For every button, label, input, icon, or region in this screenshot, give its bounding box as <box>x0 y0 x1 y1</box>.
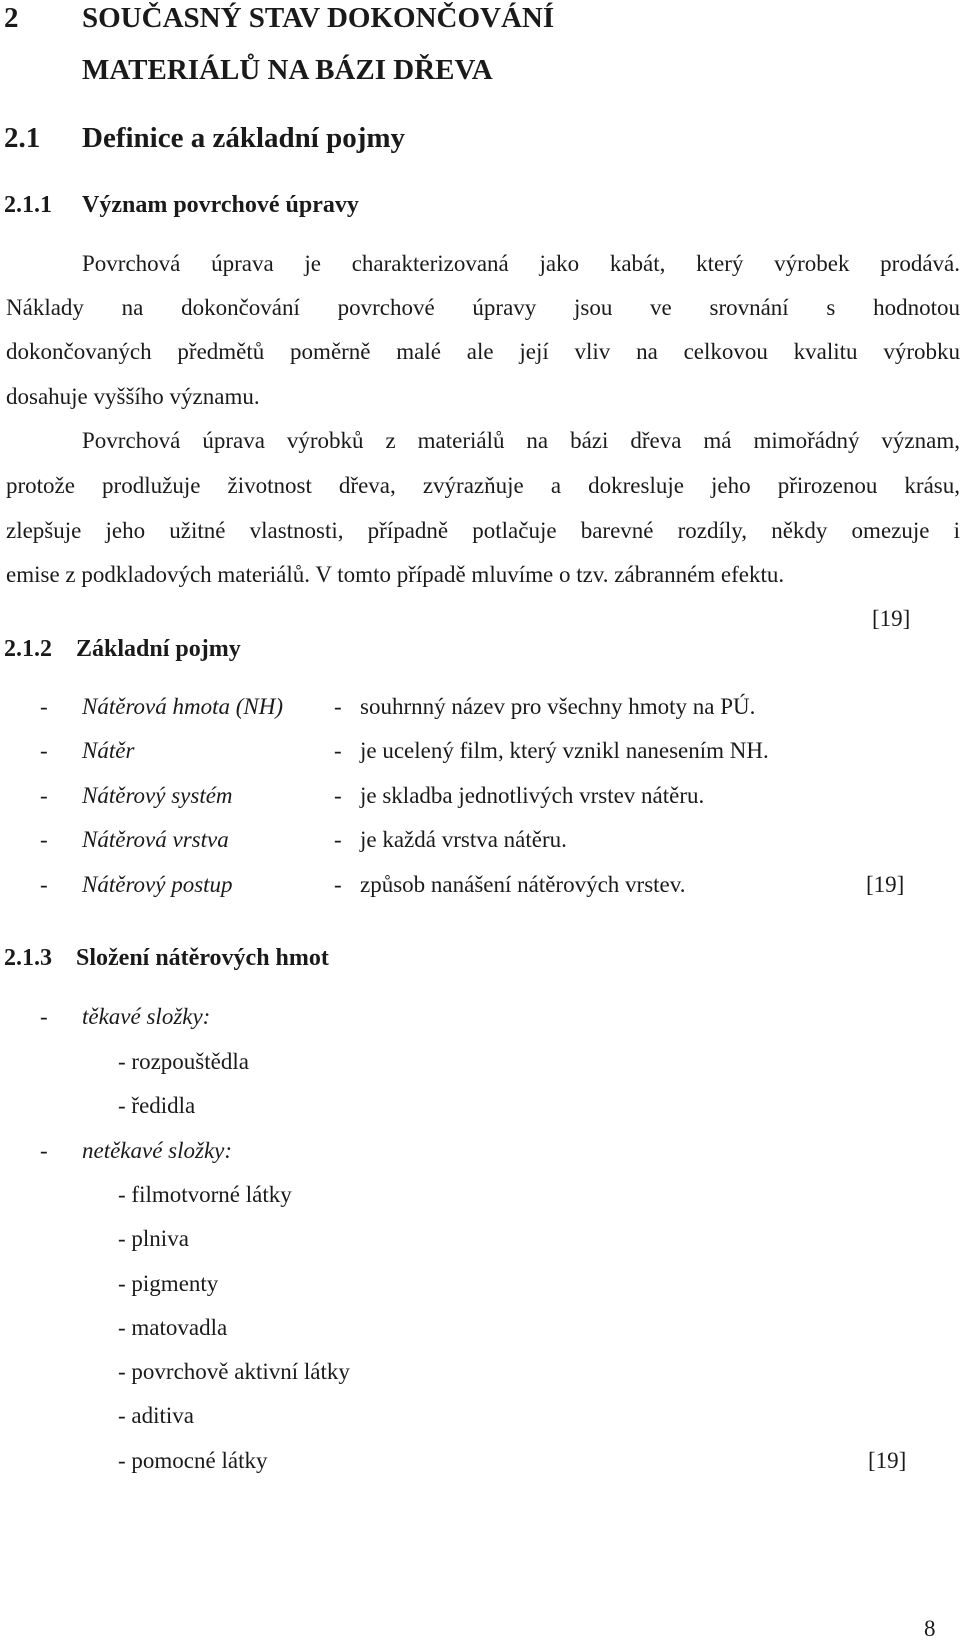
list-item: - matovadla <box>118 1315 228 1340</box>
term-definition: je skladba jednotlivých vrstev nátěru. <box>360 783 705 808</box>
term-name: Nátěr <box>82 738 135 763</box>
list-item: - filmotvorné látky <box>118 1182 292 1207</box>
terms-reference: [19] <box>866 872 905 897</box>
section-2-1-3-number: 2.1.3 <box>4 945 52 971</box>
section-2-1-title: Definice a základní pojmy <box>82 122 406 154</box>
group-bullet: - <box>40 1004 48 1029</box>
section-2-1-number: 2.1 <box>4 122 41 154</box>
para2-line1: Povrchová úprava výrobků z materiálů na bázi dřeva má mimořádný význam, <box>82 428 960 453</box>
nonvolatile-components-label: netěkavé složky: <box>82 1138 233 1163</box>
volatile-components-label: těkavé složky: <box>82 1004 211 1029</box>
section-2-1-3-title: Složení nátěrových hmot <box>76 945 329 971</box>
term-bullet: - <box>40 872 48 897</box>
page-number: 8 <box>924 1616 936 1641</box>
term-bullet: - <box>40 827 48 852</box>
chapter-title-line1: SOUČASNÝ STAV DOKONČOVÁNÍ <box>82 2 555 34</box>
para2-line2: protože prodlužuje životnost dřeva, zvýrazňuje a dokresluje jeho přirozenou krásu, <box>6 473 960 498</box>
term-separator: - <box>334 738 342 763</box>
para1-line2: Náklady na dokončování povrchové úpravy jsou ve srovnání s hodnotou <box>6 295 960 320</box>
term-separator: - <box>334 872 342 897</box>
list-item: - pomocné látky <box>118 1448 268 1473</box>
term-name: Nátěrový systém <box>82 783 233 808</box>
list-item: - pigmenty <box>118 1271 219 1296</box>
term-bullet: - <box>40 738 48 763</box>
term-definition: je ucelený film, který vznikl nanesením NH. <box>360 738 769 763</box>
term-separator: - <box>334 783 342 808</box>
term-name: Nátěrový postup <box>82 872 233 897</box>
para1-line1: Povrchová úprava je charakterizovaná jako kabát, který výrobek prodává. <box>82 251 960 276</box>
para1-line4: dosahuje vyššího významu. <box>6 384 260 409</box>
term-definition: způsob nanášení nátěrových vrstev. <box>360 872 686 897</box>
para2-line3: zlepšuje jeho užitné vlastnosti, případně potlačuje barevné rozdíly, někdy omezuje i <box>6 518 960 543</box>
term-bullet: - <box>40 694 48 719</box>
list-item: - aditiva <box>118 1403 194 1428</box>
chapter-title-line2: MATERIÁLŮ NA BÁZI DŘEVA <box>82 54 493 86</box>
section-2-1-1-number: 2.1.1 <box>4 192 52 218</box>
para2-reference: [19] <box>872 606 911 631</box>
chapter-number: 2 <box>4 2 19 34</box>
term-definition: souhrnný název pro všechny hmoty na PÚ. <box>360 694 756 719</box>
term-bullet: - <box>40 783 48 808</box>
list-item: - povrchově aktivní látky <box>118 1359 350 1384</box>
list-item: - plniva <box>118 1226 189 1251</box>
term-separator: - <box>334 827 342 852</box>
section-2-1-2-title: Základní pojmy <box>76 636 241 662</box>
term-name: Nátěrová vrstva <box>82 827 229 852</box>
section-2-1-1-title: Význam povrchové úpravy <box>82 192 359 218</box>
para1-line3: dokončovaných předmětů poměrně malé ale její vliv na celkovou kvalitu výrobku <box>6 339 960 364</box>
term-definition: je každá vrstva nátěru. <box>360 827 567 852</box>
composition-reference: [19] <box>868 1448 907 1473</box>
para2-line4: emise z podkladových materiálů. V tomto případě mluvíme o tzv. zábranném efektu. <box>6 562 785 587</box>
list-item: - ředidla <box>118 1093 196 1118</box>
term-name: Nátěrová hmota (NH) <box>82 694 284 719</box>
list-item: - rozpouštědla <box>118 1049 249 1074</box>
section-2-1-2-number: 2.1.2 <box>4 636 52 662</box>
group-bullet: - <box>40 1138 48 1163</box>
term-separator: - <box>334 694 342 719</box>
